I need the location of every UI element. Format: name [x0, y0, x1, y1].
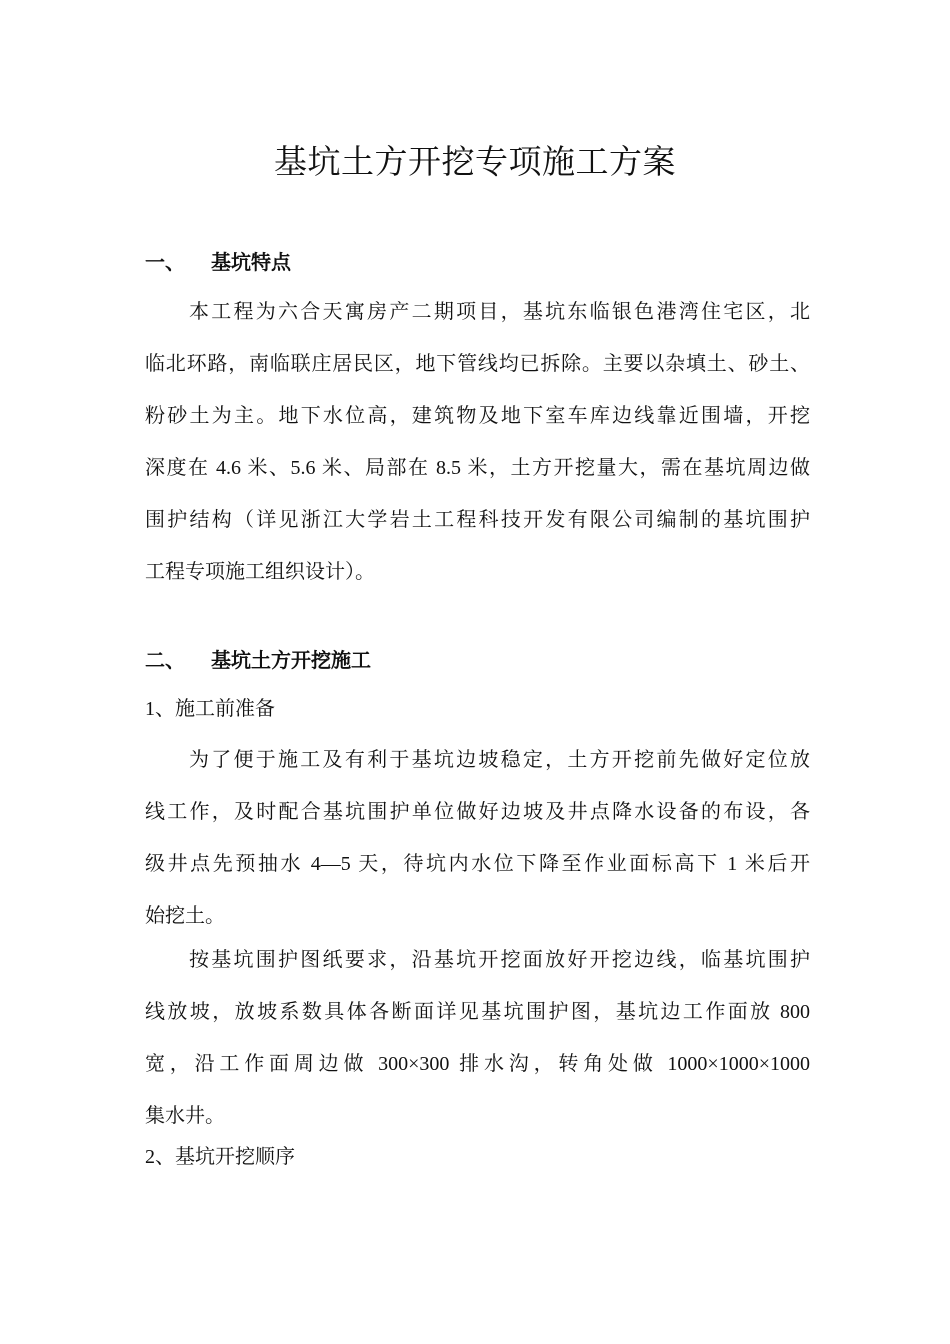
paragraph-line: 线放坡，放坡系数具体各断面详见基坑围护图，基坑边工作面放 800	[145, 1001, 810, 1023]
subsection-heading-2: 2、基坑开挖顺序	[145, 1146, 295, 1168]
section-heading-2	[145, 645, 371, 677]
paragraph-line: 级井点先预抽水 4—5 天，待坑内水位下降至作业面标高下 1 米后开	[145, 853, 810, 875]
paragraph-line: 为了便于施工及有利于基坑边坡稳定，土方开挖前先做好定位放	[189, 749, 810, 771]
document-title: 基坑土方开挖专项施工方案	[274, 145, 676, 181]
section-number: 二、	[145, 650, 185, 672]
paragraph-line: 按基坑围护图纸要求，沿基坑开挖面放好开挖边线，临基坑围护	[189, 949, 810, 971]
paragraph-excavation-line	[145, 934, 810, 1142]
paragraph-line: 工程专项施工组织设计）。	[145, 561, 375, 583]
paragraph-line: 集水井。	[145, 1105, 225, 1127]
paragraph-line: 本工程为六合天寓房产二期项目，基坑东临银色港湾住宅区，北	[189, 301, 810, 323]
section-title: 基坑土方开挖施工	[211, 650, 371, 672]
paragraph-line: 宽，沿工作面周边做 300×300 排水沟，转角处做 1000×1000×1000	[145, 1053, 810, 1075]
paragraph-line: 深度在 4.6 米、5.6 米、局部在 8.5 米，土方开挖量大，需在基坑周边做	[145, 457, 810, 479]
paragraph-preparation	[145, 734, 810, 942]
paragraph-line: 围护结构（详见浙江大学岩土工程科技开发有限公司编制的基坑围护	[145, 509, 810, 531]
section-title: 基坑特点	[211, 252, 291, 274]
paragraph-line: 粉砂土为主。地下水位高，建筑物及地下室车库边线靠近围墙，开挖	[145, 405, 810, 427]
paragraph-line: 临北环路，南临联庄居民区，地下管线均已拆除。主要以杂填土、砂土、	[145, 353, 810, 375]
section-number: 一、	[145, 252, 185, 274]
paragraph-site-features	[145, 286, 810, 598]
paragraph-line: 线工作，及时配合基坑围护单位做好边坡及井点降水设备的布设，各	[145, 801, 810, 823]
subsection-heading-1: 1、施工前准备	[145, 698, 275, 720]
paragraph-line: 始挖土。	[145, 905, 225, 927]
section-heading-1	[145, 247, 291, 279]
